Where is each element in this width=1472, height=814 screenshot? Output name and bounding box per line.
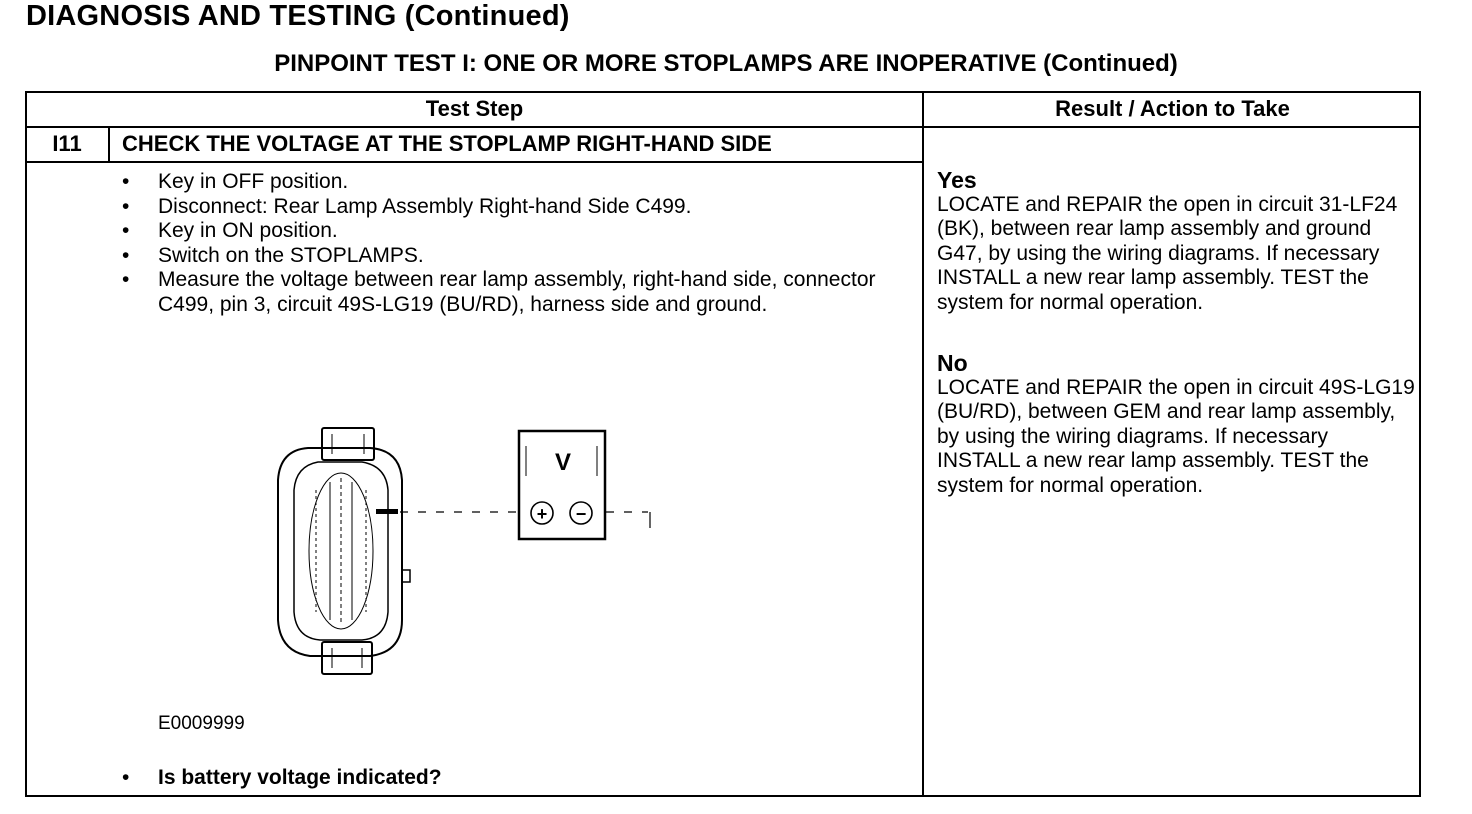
figure-code: E0009999 bbox=[158, 713, 245, 734]
question-text: Is battery voltage indicated? bbox=[158, 766, 442, 789]
negative-terminal-symbol: − bbox=[575, 504, 587, 524]
step-question bbox=[120, 766, 442, 790]
result-no bbox=[937, 351, 1415, 499]
bullet: • bbox=[122, 766, 130, 789]
instruction-item: • Measure the voltage between rear lamp assembly, right-hand side, connector C499, pin 3, circuit 49S-LG19 (BU/RD), harness side and ground. bbox=[120, 268, 918, 317]
step-id: I11 bbox=[52, 131, 82, 156]
column-divider bbox=[922, 91, 924, 797]
header-result-action: Result / Action to Take bbox=[1055, 96, 1290, 121]
step-title-rule bbox=[25, 161, 924, 163]
answer-no-action: LOCATE and REPAIR the open in circuit 49S-LG19 (BU/RD), between GEM and rear lamp assembly, by using the wiring diagrams. If necessary INSTALL a new rear lamp assembly. TEST the system for normal operation. bbox=[937, 375, 1415, 497]
connector-measurement-diagram bbox=[270, 420, 670, 690]
instruction-item: • Key in OFF position. bbox=[120, 170, 918, 195]
instruction-item: • Disconnect: Rear Lamp Assembly Right-hand Side C499. bbox=[120, 195, 918, 220]
result-yes bbox=[937, 168, 1415, 316]
header-test-step: Test Step bbox=[425, 96, 524, 121]
answer-no-label: No bbox=[937, 350, 968, 376]
header-rule bbox=[25, 126, 1421, 128]
positive-terminal-symbol: + bbox=[536, 504, 548, 524]
voltmeter-icon bbox=[519, 431, 605, 539]
answer-yes-action: LOCATE and REPAIR the open in circuit 31-LF24 (BK), between rear lamp assembly and ground G47, by using the wiring diagrams. If necessary INSTALL a new rear lamp assembly. TEST the system for normal operation. bbox=[937, 192, 1398, 314]
instruction-item: • Key in ON position. bbox=[120, 219, 918, 244]
connector-icon bbox=[278, 428, 410, 674]
pinpoint-test-title: PINPOINT TEST I: ONE OR MORE STOPLAMPS ARE INOPERATIVE (Continued) bbox=[274, 50, 1178, 77]
step-title: CHECK THE VOLTAGE AT THE STOPLAMP RIGHT-HAND SIDE bbox=[122, 131, 772, 156]
instruction-item: • Switch on the STOPLAMPS. bbox=[120, 244, 918, 269]
page-title: DIAGNOSIS AND TESTING (Continued) bbox=[26, 0, 570, 32]
meter-label: V bbox=[554, 449, 572, 476]
instruction-list bbox=[120, 170, 918, 318]
pin-3-terminal bbox=[376, 509, 398, 514]
answer-yes-label: Yes bbox=[937, 167, 977, 193]
